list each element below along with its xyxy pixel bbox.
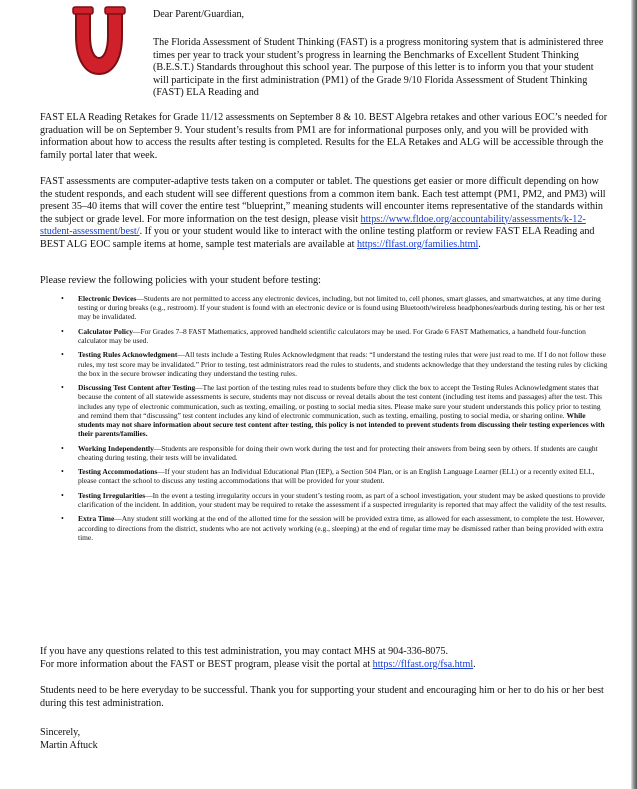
policy-text: —If your student has an Individual Educational Plan (IEP), a Section 504 Plan, or is an English Language Learner (ELL) or a recently exited ELL, please contact the school to discuss any testing accommodations that will be provided for your student. [78,467,595,486]
policy-item [78,467,612,485]
contact-paragraph [40,646,612,671]
signer-name: Martin Aftuck [40,739,98,751]
horseshoe-logo-icon [64,6,134,78]
closing [40,727,612,752]
policy-title: Extra Time [78,514,115,524]
policy-item [78,350,612,378]
policy-text: —In the event a testing irregularity occurs in your student’s testing room, as part of a school investigation, your student may be asked questions to provide clarification of the incident. In addition, your student may be required to retake the assessment if a suspected irregularity is reported that may affect the validity of the test results. [78,490,607,509]
fast-info-text-2: . If you or your student would like to interact with the online testing platform or review FAST ELA Reading and BEST ALG EOC sample items at home, sample test materials are available at [40,226,595,250]
policy-item [78,514,612,542]
fast-info-paragraph [40,176,612,251]
policy-item [78,444,612,462]
policy-title: Testing Irregularities [78,490,146,500]
contact-line-1: If you have any questions related to this test administration, you may contact MHS at 904-336-8075. [40,646,449,657]
policy-text: —The last portion of the testing rules read to students before they click the box to accept the Testing Rules Acknowledgment states that because the content of all statewide assessments is secure, students may not discuss or reveal details about the test content (including test items and passages) after the test. This includes any type of electronic communication, such as texting, emailing, or posting to social media sites. Please make sure your student understands this policy prior to testing and remind them that “discussing” test content includes any kind of electronic communication, such as texting, emailing, posting to social media, or sharing online. [78,383,603,420]
greeting: Dear Parent/Guardian, [153,9,245,20]
fast-info-text-3: . [478,238,481,250]
policy-text: —Students are responsible for doing their own work during the test and for protecting their answers from being seen by others. If students are caught cheating during testing, their tests will be invalidated. [78,443,598,462]
policy-text: —Any student still working at the end of the allotted time for the session will be provided extra time, as allowed for each assessment, to complete the test. However, according to directions from the district, students who are not actively working (e.g., sleeping) at the end of regular time may be dismissed rather than being provided with extra time. [78,514,605,542]
fldoe-link[interactable]: https://www.fldoe.org/accountability/assessments/k-12-student-assessment/best/ [40,213,586,237]
intro-paragraph-rest: FAST ELA Reading Retakes for Grade 11/12 assessments on September 8 & 10. BEST Algebra retakes and other various EOC’s needed for graduation will be on September 9. Your student’s results from PM1 are for informational purposes only, and you will be provided with information about how to access the results after testing is completed. Results for the ELA Retakes and ALG will be accessible through the family portal later that week. [40,112,608,161]
fsa-portal-link[interactable]: https://flfast.org/fsa.html [372,658,474,670]
page-edge-shadow [631,0,637,789]
policy-item [78,383,612,438]
fast-info-text: FAST assessments are computer-adaptive tests taken on a computer or tablet. The questions get easier or more difficult depending on how the student responds, and each student will see different questions from a common item bank. Each test attempt (PM1, PM2, and PM3) will present 35–40 items that will cover the entire test “blueprint,” meaning students will encounter items representative of the standards within the subject or grade level. For more information on the test design, please visit [40,176,606,225]
policy-item [78,327,612,345]
policy-title: Testing Accommodations [78,467,158,477]
review-intro: Please review the following policies with your student before testing: [40,275,321,286]
policy-text: —Students are not permitted to access any electronic devices, including, but not limited to, cell phones, smart glasses, and smartwatches, at any time during testing or during breaks (e.g., restroom). If your student is found with an electronic device or is found using Bluetooth/wireless headphones/earbuds during testing, his or her test may be invalidated. [78,294,605,322]
contact-line-2: For more information about the FAST or BEST program, please visit the portal at [40,658,373,670]
policy-text: —For Grades 7–8 FAST Mathematics, approved handheld scientific calculators may be used. For Grade 6 FAST Mathematics, a handheld four-function calculator may be used. [78,326,586,345]
policy-title: Working Independently [78,443,154,453]
policy-text: —All tests include a Testing Rules Acknowledgment that reads: “I understand the testing rules that were just read to me. If I do not follow these rules, my test score may be invalidated.” Prior to testing, test administrators read the rules to students, and students acknowledge that they understand the testing rules by clicking the box in the secure browser indicating they understand the testing rules. [78,350,608,378]
contact-line-2-end: . [473,658,476,670]
sincerely: Sincerely, [40,727,81,738]
policy-title: Testing Rules Acknowledgment [78,350,178,360]
policy-item [78,491,612,509]
policy-title: Calculator Policy [78,326,134,336]
policy-item [78,294,612,322]
policy-title: Electronic Devices [78,294,137,303]
policy-list [78,294,612,547]
policy-bold-note: While students may not share information about secure test content after testing, this policy is not intended to prevent students from discussing their testing experiences with their parents/families. [78,410,605,439]
intro-paragraph-top: The Florida Assessment of Student Thinking (FAST) is a progress monitoring system that is administered three times per year to track your student’s progress in learning the Benchmarks of Excellent Student Thinking (B.E.S.T.) Standards throughout this school year. The purpose of this letter is to inform you that your student will participate in the first administration (PM1) of the Grade 9/10 Florida Assessment of Student Thinking (FAST) ELA Reading and [153,37,604,98]
families-link[interactable]: https://flfast.org/families.html [356,238,479,250]
thanks-paragraph: Students need to be here everyday to be successful. Thank you for supporting your student and encouraging him or her to do his or her best during this test administration. [40,685,604,709]
policy-title: Discussing Test Content after Testing [78,383,196,393]
